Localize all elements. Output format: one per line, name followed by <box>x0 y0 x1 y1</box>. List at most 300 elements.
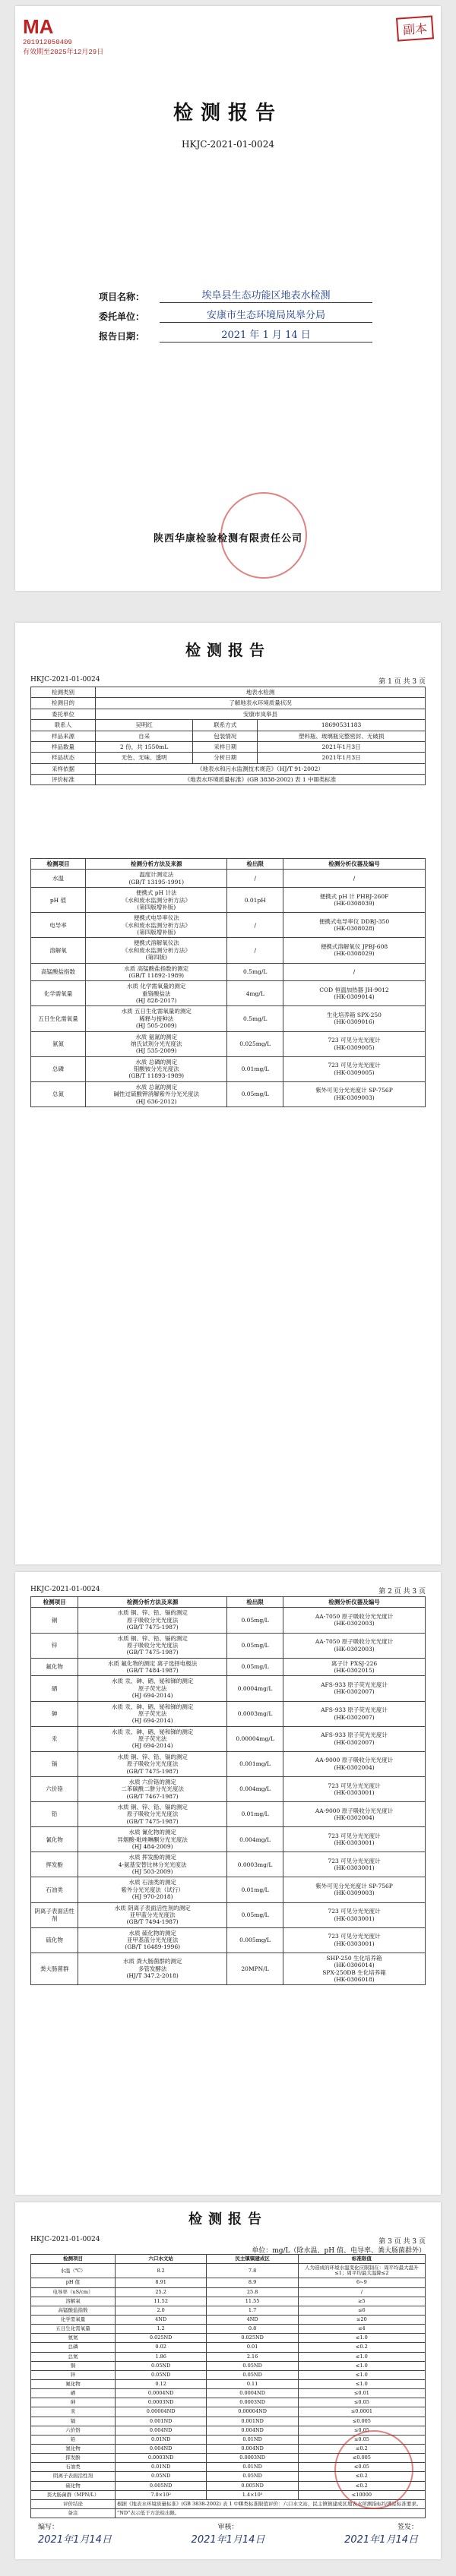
table-row <box>31 2361 426 2370</box>
table-cell: 723 可见分光光度计 (HK-0309005) <box>283 1031 425 1056</box>
page1-info-table <box>30 687 426 785</box>
table-cell: 0.01ND <box>207 2435 298 2444</box>
table-row <box>31 1751 426 1776</box>
table-cell: 汞 <box>31 1726 78 1751</box>
info-row <box>31 687 426 698</box>
table-cell: 水质 氨氮的测定 纳氏试剂分光光度法 (HJ 535-2009) <box>85 1031 227 1056</box>
report-page-3 <box>15 2202 441 2559</box>
table-cell: 离子计 PXSJ-226 (HK-0302015) <box>283 1658 426 1676</box>
table-header-row <box>31 2255 426 2264</box>
table-cell: 6~9 <box>298 2278 425 2287</box>
table-cell: 水质 铜、锌、铅、镉的测定 原子吸收分光光度法 (GB/T 7475-1987) <box>78 1802 227 1827</box>
table-cell: ≤0.005 <box>298 2417 425 2426</box>
info-row <box>31 753 426 763</box>
table-cell: ≤1.0 <box>298 2379 425 2388</box>
info-value: 《地表水和污水监测技术规范》（HJ/T 91-2002） <box>96 763 426 774</box>
table-cell: 0.00004ND <box>207 2407 298 2417</box>
table-cell: ≤0.01 <box>298 2389 425 2398</box>
table-cell: 723 可见分光光度计 (HK-0303001) <box>283 1902 426 1927</box>
table-cell: ≤0.05 <box>298 2398 425 2407</box>
table-cell: ≤0.2 <box>298 2444 425 2453</box>
table-cell: 0.001mg/L <box>227 1751 283 1776</box>
table-cell: 六价铬 <box>31 2426 116 2435</box>
info-row <box>31 763 426 774</box>
table-cell: / <box>227 938 283 963</box>
table-cell: AFS-933 原子荧光光度计 (HK-0302007) <box>283 1701 426 1726</box>
table-cell: 水质 粪大肠菌群的测定 多管发酵法 (HJ/T 347.2-2018) <box>78 1953 227 1985</box>
author-label: 编写： <box>38 2524 59 2531</box>
table-cell: 阴离子表面活性剂 <box>31 2472 116 2481</box>
page1-page-label: 第 1 页 共 3 页 <box>378 678 426 686</box>
table-cell: 水质 阴离子表面活性剂的测定 亚甲蓝分光光度法 (GB/T 7494-1987) <box>78 1902 227 1927</box>
table-cell: ≤0.2 <box>298 2472 425 2481</box>
table-row <box>31 1658 426 1676</box>
table-cell: ≤0.05 <box>298 2435 425 2444</box>
table-cell: 温度计测定法 (GB/T 13195-1991) <box>85 870 227 888</box>
table-row <box>31 888 426 913</box>
table-cell: ≤4 <box>298 2325 425 2334</box>
table-cell: 2.16 <box>207 2352 298 2361</box>
table-cell: 0.05mg/L <box>227 1081 283 1106</box>
table-row <box>31 2315 426 2324</box>
page3-report-no: HKJC-2021-01-0024 <box>30 2236 100 2243</box>
table-cell: 水质 六价铬的测定 二苯碳酰二肼分光光度法 (GB/T 7467-1987) <box>78 1776 227 1801</box>
table-cell: 1.86 <box>115 2352 206 2361</box>
table-cell: 总磷 <box>31 2343 116 2352</box>
table-cell: 石油类 <box>31 1877 78 1902</box>
table-cell: 0.05mg/L <box>227 1633 283 1658</box>
conclusion-label: 评价结论 <box>31 2499 116 2508</box>
info-value: 无色、无味、透明 <box>96 753 193 763</box>
table-cell: 粪大肠菌群 <box>31 1953 78 1985</box>
table-cell: 0.0003ND <box>207 2454 298 2463</box>
cover-report-no: HKJC-2021-01-0024 <box>182 139 274 150</box>
table-cell: 0.0003ND <box>115 2398 206 2407</box>
table-cell: 氨氮 <box>31 2334 116 2343</box>
table-cell: 0.05ND <box>115 2370 206 2379</box>
info-label: 联系人 <box>31 720 96 731</box>
table-cell: 化学需氧量 <box>31 2315 116 2324</box>
info-label: 样品数量 <box>31 741 96 752</box>
info-label: 分析日期 <box>193 753 258 763</box>
info-value: 安康市岚皋县 <box>96 709 426 719</box>
table-cell: 0.025ND <box>207 2334 298 2343</box>
table-cell: 水质 铜、锌、铅、镉的测定 原子吸收分光光度法 (GB/T 7475-1987) <box>78 1608 227 1633</box>
approver-date: 2021年1月14日 <box>344 2534 418 2546</box>
table-cell: 20MPN/L <box>227 1953 283 1985</box>
table-cell: 0.8 <box>207 2325 298 2334</box>
info-label: 样品状态 <box>31 753 96 763</box>
report-seal <box>334 2430 413 2509</box>
info-label: 评价标准 <box>31 775 96 785</box>
table-row <box>31 981 426 1006</box>
table-cell: 化学需氧量 <box>31 981 86 1006</box>
table-header-row <box>31 1597 426 1608</box>
table-cell: AA-9000 原子吸收分光光度计 (HK-0302004) <box>283 1751 426 1776</box>
column-header: 检测分析仪器及编号 <box>283 859 425 870</box>
info-value: 吴明红 <box>96 720 193 731</box>
table-row <box>31 1953 426 1985</box>
column-header: 检测项目 <box>31 1597 78 1608</box>
table-cell: 铜 <box>31 1608 78 1633</box>
table-cell: ≤1.0 <box>298 2370 425 2379</box>
info-row <box>31 698 426 709</box>
table-cell: 水质 铜、锌、铅、镉的测定 原子吸收分光光度法 (GB/T 7475-1987) <box>78 1633 227 1658</box>
table-row <box>31 2389 426 2398</box>
cover-field-row <box>99 323 372 343</box>
table-row <box>31 2334 426 2343</box>
cover-field-row <box>99 283 372 303</box>
table-cell: 阴离子表面活性剂 <box>31 1902 78 1927</box>
table-row <box>31 1031 426 1056</box>
table-cell: 0.05ND <box>207 2472 298 2481</box>
page3-page-label: 第 3 页 共 3 页 <box>378 2238 426 2246</box>
table-cell: 723 可见分光光度计 (HK-0303001) <box>283 1927 426 1953</box>
table-cell: 溶解氧 <box>31 2297 116 2306</box>
table-cell: 0.004ND <box>207 2426 298 2435</box>
table-cell: 水质 五日生化需氧量的测定 稀释与接种法 (HJ 505-2009) <box>85 1006 227 1031</box>
table-row <box>31 2264 426 2278</box>
table-cell: 0.004mg/L <box>227 1827 283 1852</box>
table-cell: AA-9000 原子吸收分光光度计 (HK-0302004) <box>283 1802 426 1827</box>
table-row <box>31 2407 426 2417</box>
table-cell: 0.0004ND <box>115 2389 206 2398</box>
table-cell: 挥发酚 <box>31 1852 78 1877</box>
table-row <box>31 963 426 981</box>
table-cell: ≤0.2 <box>298 2481 425 2490</box>
table-cell: 便携式电导率仪 DDBJ-350 (HK-0308028) <box>283 913 425 938</box>
table-cell: / <box>227 870 283 888</box>
table-row <box>31 1056 426 1081</box>
table-cell: 氰化物 <box>31 1827 78 1852</box>
table-cell: 粪大肠菌群（MPN/L） <box>31 2490 116 2499</box>
table-cell: 镉 <box>31 2417 116 2426</box>
column-header: 标准限值 <box>298 2255 425 2264</box>
table-cell: 0.001ND <box>115 2417 206 2426</box>
table-cell: 0.025mg/L <box>227 1031 283 1056</box>
checker-label: 审核： <box>217 2524 239 2531</box>
table-cell: 汞 <box>31 2407 116 2417</box>
table-cell: 水质 铜、锌、铅、镉的测定 原子吸收分光光度法 (GB/T 7475-1987) <box>78 1751 227 1776</box>
cma-validity: 有效期至2025年12月29日 <box>23 49 104 56</box>
report-page-2 <box>15 1572 441 2195</box>
table-cell: 0.0003ND <box>207 2398 298 2407</box>
remark-text: “ND”表示低于方法检出限。 <box>115 2508 425 2518</box>
table-cell: 0.004ND <box>115 2444 206 2453</box>
table-cell: 溶解氧 <box>31 938 86 963</box>
info-value: 塑料瓶、玻璃瓶完整密封、无破损 <box>258 731 426 741</box>
table-cell: 0.01ND <box>115 2435 206 2444</box>
table-cell: ≤0.05 <box>298 2426 425 2435</box>
table-cell: 25.2 <box>115 2287 206 2297</box>
table-cell: 0.004ND <box>115 2426 206 2435</box>
table-row <box>31 2287 426 2297</box>
table-row <box>31 2297 426 2306</box>
remark-row <box>31 2508 426 2518</box>
table-row <box>31 1726 426 1751</box>
table-row <box>31 2325 426 2334</box>
copy-stamp: 副本 <box>396 15 434 41</box>
table-row <box>31 1701 426 1726</box>
column-header: 检测分析仪器及编号 <box>283 1597 426 1608</box>
table-cell: 1.2 <box>115 2325 206 2334</box>
table-cell: 六价铬 <box>31 1776 78 1801</box>
table-cell: 723 可见分光光度计 (HK-0303001) <box>283 1852 426 1877</box>
table-cell: 五日生化需氧量 <box>31 2325 116 2334</box>
table-row <box>31 1608 426 1633</box>
table-cell: 砷 <box>31 1701 78 1726</box>
report-page-1 <box>15 623 441 1564</box>
table-row <box>31 1676 426 1701</box>
table-row <box>31 2379 426 2388</box>
table-cell: / <box>298 2287 425 2297</box>
page1-method-table <box>30 858 426 1107</box>
table-cell: / <box>283 963 425 981</box>
cover-field-label: 报告日期： <box>99 331 145 342</box>
page1-header <box>30 676 426 686</box>
info-row <box>31 775 426 785</box>
table-cell: ≤0.05 <box>298 2463 425 2472</box>
table-cell: ≤1.0 <box>298 2334 425 2343</box>
table-cell: 723 可见分光光度计 (HK-0303001) <box>283 1827 426 1852</box>
table-cell: ≤0.2 <box>298 2343 425 2352</box>
cover-field-label: 委托单位： <box>99 311 145 322</box>
info-row <box>31 720 426 731</box>
info-label: 样品来源 <box>31 731 96 741</box>
table-cell: 4ND <box>115 2315 206 2324</box>
table-cell: ≤0.005 <box>298 2454 425 2463</box>
table-cell: 水质 总氮的测定 碱性过硫酸钾消解紫外分光光度法 (HJ 636-2012) <box>85 1081 227 1106</box>
table-cell: 高锰酸盐指数 <box>31 963 86 981</box>
table-cell: 8.2 <box>115 2264 206 2278</box>
page2-header <box>30 1586 426 1596</box>
table-cell: 11.52 <box>115 2297 206 2306</box>
table-cell: 0.05ND <box>115 2361 206 2370</box>
table-cell: 水质 汞、砷、硒、铋和锑的测定 原子荧光法 (HJ 694-2014) <box>78 1726 227 1751</box>
table-row <box>31 870 426 888</box>
table-row <box>31 2417 426 2426</box>
table-cell: AFS-933 原子荧光光度计 (HK-0302007) <box>283 1726 426 1751</box>
table-cell: 水质 氟化物的测定 离子选择电极法 (GB/T 7484-1987) <box>78 1658 227 1676</box>
table-cell: 0.004mg/L <box>227 1776 283 1801</box>
info-value: 18690531183 <box>258 720 426 731</box>
info-label: 采样日期 <box>193 741 258 752</box>
table-cell: 镉 <box>31 1751 78 1776</box>
table-row <box>31 1877 426 1902</box>
info-value: 2 份，共 1550mL <box>96 741 193 752</box>
table-row <box>31 1776 426 1801</box>
table-cell: / <box>227 913 283 938</box>
table-cell: 硒 <box>31 2389 116 2398</box>
table-cell: 硫化物 <box>31 2481 116 2490</box>
column-header: 检出限 <box>227 1597 283 1608</box>
table-row <box>31 938 426 963</box>
table-cell: 0.02 <box>115 2343 206 2352</box>
table-cell: 水温（℃） <box>31 2264 116 2278</box>
info-label: 检测目的 <box>31 698 96 709</box>
table-cell: 锌 <box>31 1633 78 1658</box>
table-cell: ≥5 <box>298 2297 425 2306</box>
table-header-row <box>31 859 426 870</box>
unit-note: 单位：mg/L（除水温、pH 值、电导率、粪大肠菌群外） <box>252 2247 426 2255</box>
table-cell: 0.01pH <box>227 888 283 913</box>
column-header: 六口水文站 <box>115 2255 206 2264</box>
checker-date: 2021年1月14日 <box>191 2534 265 2546</box>
table-row <box>31 1081 426 1106</box>
table-cell: pH 值 <box>31 888 86 913</box>
table-cell: pH 值 <box>31 2278 116 2287</box>
signature-block <box>38 2521 418 2546</box>
info-label: 检测类别 <box>31 687 96 698</box>
table-cell: 0.01ND <box>115 2463 206 2472</box>
table-row <box>31 1827 426 1852</box>
table-cell: ≤20 <box>298 2315 425 2324</box>
table-cell: 五日生化需氧量 <box>31 1006 86 1031</box>
table-cell: 723 可见分光光度计 (HK-0309005) <box>283 1056 425 1081</box>
page2-method-table <box>30 1596 426 1985</box>
table-cell: 0.01mg/L <box>227 1877 283 1902</box>
info-value: 2021年1月3日 <box>258 753 426 763</box>
table-cell: 0.05mg/L <box>227 1608 283 1633</box>
table-cell: 723 可见分光光度计 (HK-0303001) <box>283 1776 426 1801</box>
table-cell: SHP-250 生化培养箱 (HK-0306014) SPX-250DB 生化培养箱 (HK-0306018) <box>283 1953 426 1985</box>
table-cell: COD 恒温加热器 JH-9012 (HK-0309014) <box>283 981 425 1006</box>
cma-number: 201912050409 <box>23 39 72 46</box>
table-cell: 石油类 <box>31 2463 116 2472</box>
table-cell: 4ND <box>207 2315 298 2324</box>
table-cell: 0.0004mg/L <box>227 1676 283 1701</box>
table-cell: 水质 化学需氧量的测定 重铬酸盐法 (HJ 828-2017) <box>85 981 227 1006</box>
table-cell: 氟化物 <box>31 2379 116 2388</box>
info-value: 地表水检测 <box>96 687 426 698</box>
table-cell: 7.0×10² <box>115 2490 206 2499</box>
table-cell: 0.005ND <box>207 2481 298 2490</box>
cma-logo: MA <box>23 15 54 38</box>
table-cell: ≤1.0 <box>298 2352 425 2361</box>
info-label: 委托单位 <box>31 709 96 719</box>
table-cell: 便携式溶解氧仪 JPBJ-608 (HK-0308029) <box>283 938 425 963</box>
table-cell: 1.4×10³ <box>207 2490 298 2499</box>
table-cell: 硒 <box>31 1676 78 1701</box>
cover-title: 检测报告 <box>173 102 283 125</box>
info-row <box>31 709 426 719</box>
column-header: 检测分析方法及来源 <box>85 859 227 870</box>
cover-field-row <box>99 303 372 323</box>
table-row <box>31 2370 426 2379</box>
table-cell: 锌 <box>31 2370 116 2379</box>
table-cell: 0.05mg/L <box>227 1902 283 1927</box>
table-cell: 0.004ND <box>207 2444 298 2453</box>
table-cell: 电导率 <box>31 913 86 938</box>
table-cell: 高锰酸盐指数 <box>31 2306 116 2315</box>
table-cell: / <box>283 870 425 888</box>
table-cell: 便携式溶解氧仪法 《水和废水监测分析方法》 (第四版) <box>85 938 227 963</box>
table-cell: 0.5mg/L <box>227 963 283 981</box>
table-cell: 0.00004mg/L <box>227 1726 283 1751</box>
table-cell: 0.0004ND <box>207 2389 298 2398</box>
table-cell: 11.55 <box>207 2297 298 2306</box>
author-date: 2021年1月14日 <box>38 2534 112 2546</box>
table-row <box>31 1852 426 1877</box>
table-cell: AA-7050 原子吸收分光光度计 (HK-0302003) <box>283 1633 426 1658</box>
info-label: 包装情况 <box>193 731 258 741</box>
column-header: 检测项目 <box>31 859 86 870</box>
cover-field-value: 安康市生态环境局岚皋分局 <box>160 307 372 323</box>
table-cell: 水质 挥发酚的测定 4-氨基安替比林分光光度法 (HJ 503-2009) <box>78 1852 227 1877</box>
table-cell: ≤0.0001 <box>298 2407 425 2417</box>
table-cell: 4mg/L <box>227 981 283 1006</box>
table-cell: 水质 高锰酸盐指数的测定 (GB/T 11892-1989) <box>85 963 227 981</box>
table-cell: 砷 <box>31 2398 116 2407</box>
info-value: 了解地表水环境质量状况 <box>96 698 426 709</box>
table-cell: 总氮 <box>31 2352 116 2361</box>
table-row <box>31 2278 426 2287</box>
table-cell: 水质 氰化物的测定 异烟酸-吡唑啉酮分光光度法 (HJ 484-2009) <box>78 1827 227 1852</box>
info-value: 自采 <box>96 731 193 741</box>
table-cell: 铅 <box>31 2435 116 2444</box>
table-cell: 紫外可见分光光度计 SP-756P (HK-0309003) <box>283 1081 425 1106</box>
table-cell: 0.0003ND <box>115 2454 206 2463</box>
table-cell: 氰化物 <box>31 2444 116 2453</box>
table-cell: 水质 汞、砷、硒、铋和锑的测定 原子荧光法 (HJ 694-2014) <box>78 1701 227 1726</box>
cover-field-value: 埃阜县生态功能区地表水检测 <box>160 287 372 303</box>
table-cell: 0.05ND <box>207 2370 298 2379</box>
column-header: 检出限 <box>227 859 283 870</box>
page1-report-no: HKJC-2021-01-0024 <box>30 676 100 683</box>
table-cell: 硫化物 <box>31 1927 78 1953</box>
table-cell: 电导率（uS/cm） <box>31 2287 116 2297</box>
approver-label: 签发： <box>397 2524 418 2531</box>
table-cell: 0.001ND <box>207 2417 298 2426</box>
table-cell: 人为造成的环境水温变化应限制在：周平均最大温升≤1；周平均最大温降≤2 <box>298 2264 425 2278</box>
table-cell: 0.01 <box>207 2343 298 2352</box>
table-cell: AFS-933 原子荧光光度计 (HK-0302007) <box>283 1676 426 1701</box>
table-cell: 氨氮 <box>31 1031 86 1056</box>
cover-fields <box>99 283 372 343</box>
table-cell: 铜 <box>31 2361 116 2370</box>
info-value: 2021年1月3日 <box>258 741 426 752</box>
conclusion-text: 根据《地表水环境质量标准》(GB 3838-2002) 表 1 中Ⅲ类标准限值评价：六口水文站、民主镇镇建成区地表水所测指标均满足标准要求。 <box>115 2499 425 2508</box>
table-row <box>31 2343 426 2352</box>
table-cell: 挥发酚 <box>31 2454 116 2463</box>
info-label: 采样依据 <box>31 763 96 774</box>
table-cell: 氟化物 <box>31 1658 78 1676</box>
table-cell: 0.025ND <box>115 2334 206 2343</box>
table-cell: 0.0003mg/L <box>227 1852 283 1877</box>
table-cell: ≤6 <box>298 2306 425 2315</box>
table-cell: 紫外可见分光光度计 SP-756P (HK-0309003) <box>283 1877 426 1902</box>
table-row <box>31 2398 426 2407</box>
table-cell: 8.9 <box>207 2278 298 2287</box>
table-cell: ≤1.0 <box>298 2361 425 2370</box>
table-cell: 水质 硫化物的测定 亚甲基蓝分光光度法 (GB/T 16489-1996) <box>78 1927 227 1953</box>
table-cell: 0.11 <box>207 2379 298 2388</box>
table-cell: 总磷 <box>31 1056 86 1081</box>
table-cell: ≤10000 <box>298 2490 425 2499</box>
table-cell: 8.91 <box>115 2278 206 2287</box>
table-cell: 铅 <box>31 1802 78 1827</box>
remark-label: 备注 <box>31 2508 116 2518</box>
table-cell: 1.7 <box>207 2306 298 2315</box>
table-cell: 0.005mg/L <box>227 1927 283 1953</box>
cover-page <box>15 6 441 591</box>
page1-title: 检测报告 <box>185 641 271 659</box>
column-header: 民主镇镇建成区 <box>207 2255 298 2264</box>
table-cell: 水质 石油类的测定 紫外分光光度法（试行） (HJ 970-2018) <box>78 1877 227 1902</box>
cover-field-label: 项目名称： <box>99 292 145 302</box>
table-cell: 0.01mg/L <box>227 1802 283 1827</box>
table-cell: 2.0 <box>115 2306 206 2315</box>
